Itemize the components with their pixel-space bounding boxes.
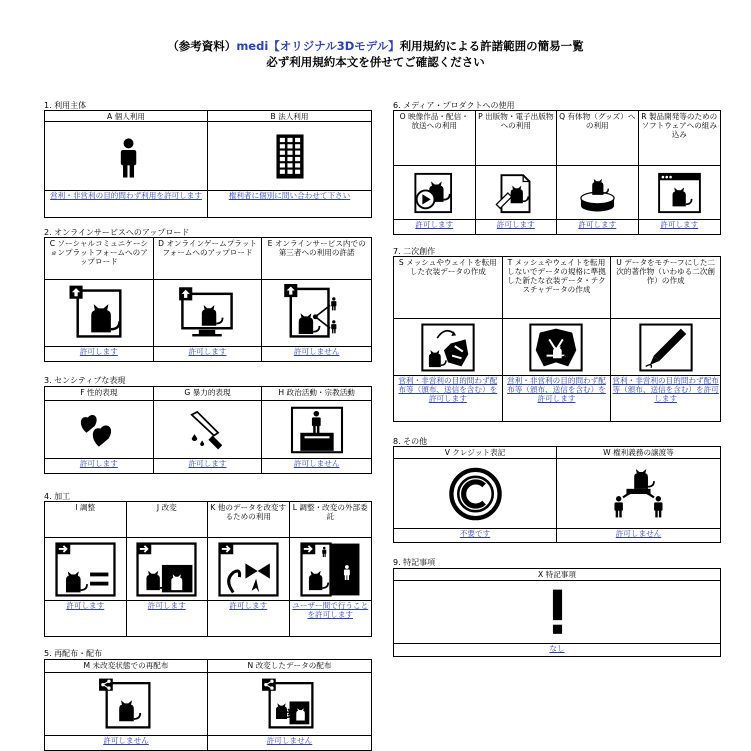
section-heading-s1: 1. 利用主体 [44, 101, 87, 110]
permission-cell [611, 257, 720, 421]
permission-label: V クレジット表記 [394, 447, 556, 459]
permission-pictogram [476, 166, 557, 220]
section-heading-s7: 7. 二次創作 [393, 247, 436, 256]
permission-status: 許可します [147, 601, 186, 610]
goods-icon [572, 170, 623, 216]
podium-icon [289, 405, 345, 455]
permission-cell [154, 238, 263, 361]
permission-pictogram [557, 166, 638, 220]
permission-cell [127, 502, 209, 636]
permission-pictogram [394, 166, 475, 220]
permission-status: 許可します [66, 601, 105, 610]
copyright-icon [441, 463, 510, 525]
permission-cell [208, 660, 371, 750]
permission-label: U データをモチーフにした二次的著作物（いわゆる二次創作）の作成 [611, 257, 720, 319]
permission-cell [394, 569, 720, 656]
permission-cell [45, 111, 208, 217]
permission-pictogram [394, 581, 720, 644]
building-icon [256, 126, 324, 187]
section-heading-s8: 8. その他 [393, 437, 428, 446]
permission-cell [639, 111, 721, 234]
permission-pictogram [639, 166, 721, 220]
permission-status: 許可しません [615, 529, 662, 538]
permission-cell [503, 257, 612, 421]
permission-cell [45, 660, 208, 750]
permission-label: E オンラインサービス内での第三者への利用の許諾 [262, 238, 371, 280]
person-icon [92, 126, 160, 187]
mesh-transfer-icon [421, 323, 475, 372]
permission-table-s1 [44, 110, 372, 218]
permission-pictogram [290, 538, 372, 601]
game-upload-icon [174, 284, 240, 343]
permission-status: 権利者に個別に問い合わせて下さい [228, 191, 351, 200]
permission-label: G 暴力的表現 [154, 387, 262, 401]
permission-status: 許可します [79, 459, 118, 468]
permission-pictogram [127, 538, 208, 601]
permission-table-s2 [44, 237, 372, 362]
permission-cell [557, 111, 639, 234]
permission-label: W 権利義務の譲渡等 [557, 447, 720, 459]
permission-status: 許可します [578, 220, 617, 229]
section-heading-s3: 3. センシティブな表現 [44, 376, 126, 385]
transfer-icon [604, 463, 673, 525]
permission-pictogram [503, 319, 611, 376]
permission-status: 許可しません [266, 736, 313, 745]
title-line-1: （参考資料）medi【オリジナル3Dモデル】利用規約による許諾範囲の簡易一覧 [167, 39, 584, 53]
permission-status: なし [549, 644, 565, 653]
permission-label: X 特記事項 [394, 569, 720, 581]
permission-status: ユーザー間で行うことを許可します [292, 601, 369, 619]
section-heading-s4: 4. 加工 [44, 492, 71, 501]
third-party-icon [284, 284, 350, 343]
permission-cell [208, 111, 371, 217]
adjust-icon [55, 542, 116, 597]
permission-table-s6 [393, 110, 721, 235]
exclamation-icon [527, 585, 588, 640]
permission-label: L 調整・改変の外部委託 [290, 502, 372, 538]
permission-status: 許可します [188, 459, 227, 468]
permission-label: N 改変したデータの配布 [208, 660, 371, 673]
permission-label: O 映像作品・配信・放送への利用 [394, 111, 475, 166]
permission-table-s3 [44, 386, 372, 474]
software-icon [654, 170, 705, 216]
video-icon [409, 170, 460, 216]
permission-status: 営利・非営利の目的問わず配布等（頒布、送信を含む）を許可します [398, 376, 498, 403]
permission-status: 許可します [496, 220, 535, 229]
permission-cell [45, 238, 154, 361]
permission-cell [394, 447, 557, 542]
permission-cell [45, 502, 127, 636]
permission-label: D オンラインゲームプラットフォームへのアップロード [154, 238, 262, 280]
permission-pictogram [394, 319, 502, 376]
permission-pictogram [45, 538, 126, 601]
permission-pictogram [154, 280, 262, 347]
permission-status: 営利・非営利の目的問わず配布等（頒布、送信を含む）を許可します [507, 376, 606, 403]
publication-icon [490, 170, 541, 216]
permission-pictogram [394, 459, 556, 529]
permission-label: M 未改変状態での再配布 [45, 660, 207, 673]
document-title [0, 38, 751, 70]
share-unmodified-icon [96, 677, 157, 732]
modify-icon [136, 542, 197, 597]
section-heading-s9: 9. 特記事項 [393, 558, 436, 567]
permission-status: 許可しません [103, 736, 149, 745]
permission-status: 不要です [459, 529, 491, 538]
permission-status: 許可します [79, 347, 118, 356]
permission-cell [208, 502, 290, 636]
permission-status: 営利・非営利の目的問わず配布等（頒布、送信を含む）を許可します [612, 376, 719, 403]
permission-label: Q 有体物（グッズ）への利用 [557, 111, 638, 166]
permission-status: 許可します [415, 220, 454, 229]
permission-label: B 法人利用 [208, 111, 371, 122]
permission-pictogram [557, 459, 720, 529]
permission-table-s5 [44, 659, 372, 751]
permission-pictogram [45, 280, 153, 347]
permission-cell [476, 111, 558, 234]
permission-status: 許可しません [293, 459, 340, 468]
permission-pictogram [208, 122, 371, 191]
knife-icon [179, 405, 235, 455]
permission-cell [262, 238, 371, 361]
permission-status: 許可しません [293, 347, 340, 356]
permission-cell [262, 387, 371, 473]
permission-pictogram [208, 538, 289, 601]
permission-cell [394, 257, 503, 421]
permission-pictogram [154, 401, 262, 459]
permission-label: S メッシュやウェイトを転用した衣装データの作成 [394, 257, 502, 319]
permission-label: R 製品開発等のためのソフトウェアへの組み込み [639, 111, 721, 166]
title-line-2: 必ず利用規約本文を併せてご確認ください [266, 55, 485, 69]
permission-label: A 個人利用 [45, 111, 207, 122]
permission-pictogram [45, 122, 207, 191]
permission-pictogram [611, 319, 720, 376]
permission-status: 許可します [188, 347, 227, 356]
social-upload-icon [66, 284, 132, 343]
permission-label: T メッシュやウェイトを転用しないでデータの規格に準拠した新たな衣装データ・テクスチャデータの作成 [503, 257, 611, 319]
permission-pictogram [45, 401, 153, 459]
permission-pictogram [208, 673, 371, 736]
section-heading-s5: 5. 再配布・配布 [44, 649, 103, 658]
section-heading-s6: 6. メディア・プロダクトへの使用 [393, 101, 515, 110]
permission-pictogram [262, 280, 371, 347]
section-heading-s2: 2. オンラインサービスへのアップロード [44, 228, 190, 237]
brand-name: medi【オリジナル3Dモデル】 [236, 39, 400, 53]
permission-cell [45, 387, 154, 473]
outsource-icon [300, 542, 361, 597]
permission-status: 許可します [229, 601, 268, 610]
permission-table-s8 [393, 446, 721, 543]
permission-cell [557, 447, 720, 542]
permission-label: J 改変 [127, 502, 208, 538]
permission-cell [154, 387, 263, 473]
permission-table-s4 [44, 501, 372, 637]
permission-cell [290, 502, 372, 636]
permission-label: C ソーシャルコミュニケーションプラットフォームへのアップロード [45, 238, 153, 280]
permission-status: 許可します [660, 220, 699, 229]
permission-pictogram [262, 401, 371, 459]
permission-label: P 出版物・電子出版物への利用 [476, 111, 557, 166]
pen-icon [639, 323, 693, 372]
permission-table-s9 [393, 568, 721, 657]
hearts-icon [71, 405, 127, 455]
permission-label: K 他のデータを改変するための利用 [208, 502, 289, 538]
permission-pictogram [45, 673, 207, 736]
permission-cell [394, 111, 476, 234]
ribbon-icon [218, 542, 279, 597]
permission-label: F 性的表現 [45, 387, 153, 401]
new-costume-icon [529, 323, 583, 372]
permission-status: 営利・非営利の目的問わず利用を許可します [50, 191, 202, 200]
permission-table-s7 [393, 256, 721, 422]
permission-label: I 調整 [45, 502, 126, 538]
share-modified-icon [259, 677, 320, 732]
permission-label: H 政治活動・宗教活動 [262, 387, 371, 401]
